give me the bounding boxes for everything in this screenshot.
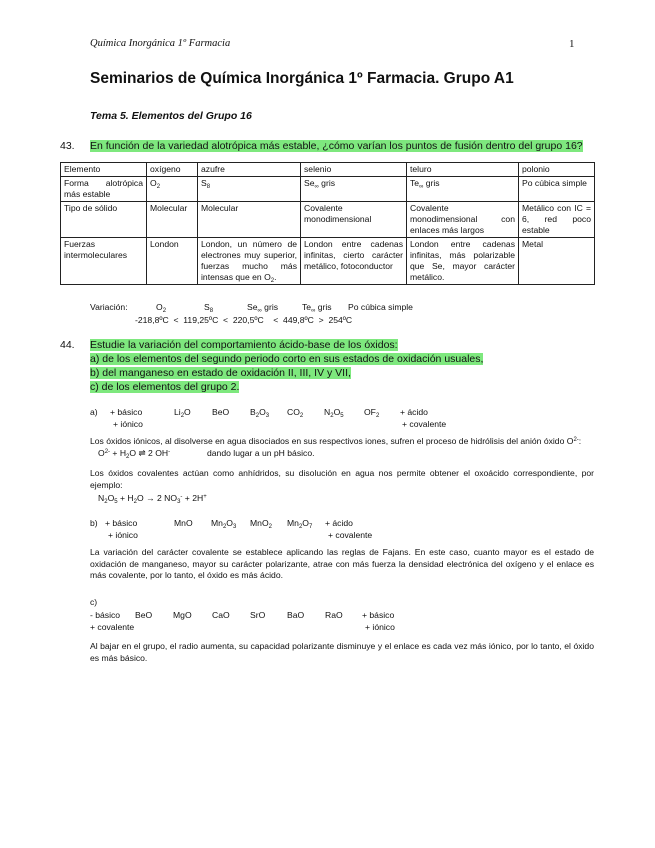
table-cell: $O_2$ [147,177,198,202]
oxide-rao: RaO [325,610,343,620]
oxide-sro: SrO [250,610,266,620]
oxide-li2o: $Li_2O$ [174,407,191,419]
table-header-row [61,163,595,177]
section-title: Tema 5. Elementos del Grupo 16 [90,110,252,122]
oxide-co2: $CO_2$ [287,407,304,419]
part-a-basic: + básico [110,407,143,417]
variation-o2: $O_2$ [156,302,167,314]
question-number: 43. [60,140,75,152]
question-text: En función de la variedad alotrópica más estable, ¿cómo varían los puntos de fusión dentro del grupo 16? [90,140,583,152]
oxide-mn2o7: $Mn_2O_7$ [287,518,313,530]
page-number: 1 [569,38,575,50]
table-row [61,202,595,238]
table-cell: Covalente monodimensional con enlaces más largos [407,202,519,238]
part-a-ionic: + iónico [113,419,143,429]
variation-se: $Se_\infty$ gris [247,302,279,314]
table-header-cell: polonio [519,163,595,177]
oxide-mno2: MnO$_2$ [250,518,272,530]
oxide-beo: BeO [212,407,230,417]
table-cell: London [147,238,198,285]
variation-s8: $S_8$ [204,302,214,314]
table-cell: Metal [519,238,595,285]
part-b-covalent: + covalente [328,530,373,540]
running-header: Química Inorgánica 1º Farmacia [90,38,231,49]
paragraph: Los óxidos covalentes actúan como anhídridos, su disolución en agua nos permite obtener el oxoácido correspondiente, por ejemplo: [90,468,594,490]
table-header-cell: oxígeno [147,163,198,177]
part-c-basic-left: - básico [90,610,121,620]
part-c-covalent: + covalente [90,622,135,632]
part-c-label: c) [90,597,98,607]
oxide-of2: $OF_2$ [364,407,380,419]
table-cell: Po cúbica simple [519,177,595,202]
table-cell: Molecular [198,202,301,238]
question-line: Estudie la variación del comportamiento ácido-base de los óxidos: [90,339,398,351]
table-cell: $S_8$ [198,177,301,202]
table-header-cell: Elemento [61,163,147,177]
table-header-cell: teluro [407,163,519,177]
paragraph: Al bajar en el grupo, el radio aumenta, su capacidad polarizante disminuye y el enlace es cada vez más iónico, por lo tanto, el óxido es más básico. [90,641,594,663]
oxide-bao: BaO [287,610,305,620]
part-a-acid: + ácido [400,407,428,417]
table-cell: Forma alotrópica más estable [61,177,147,202]
table-cell: Metálico con IC = 6, red poco estable [519,202,595,238]
oxide-cao: CaO [212,610,230,620]
oxide-n2o5: $N_2O_5$ [324,407,344,419]
part-b-label: b) [90,518,98,528]
oxide-mno: MnO [174,518,193,528]
equation-anhydride: $N_2O_5 + H_2O \to 2$ $NO_3^- + 2H^+$ [98,493,207,505]
part-a-covalent: + covalente [402,419,447,429]
question-line: b) del manganeso en estado de oxidación II, III, IV y VII, [90,367,351,379]
variation-label: Variación: [90,302,128,312]
table-cell: Covalente monodimensional [301,202,407,238]
question-line: c) de los elementos del grupo 2. [90,381,240,393]
part-a-label: a) [90,407,98,417]
table-cell: Tipo de sólido [61,202,147,238]
equation-note: dando lugar a un pH básico. [207,448,315,458]
table-header-cell: selenio [301,163,407,177]
oxide-b2o3: $B_2O_3$ [250,407,270,419]
table-cell: London entre cadenas infinitas, más polarizable que Se, mayor carácter metálico. [407,238,519,285]
oxide-beo: BeO [135,610,153,620]
table-row [61,177,595,202]
oxide-mn2o3: $Mn_2O_3$ [211,518,237,530]
table-cell: Fuerzas intermoleculares [61,238,147,285]
part-b-ionic: + iónico [108,530,138,540]
part-c-basic-right: + básico [362,610,395,620]
allotrope-table [60,162,595,285]
table-row [61,238,595,285]
paragraph: La variación del carácter covalente se establece aplicando las reglas de Fajans. En este caso, cuanto mayor es el estado de oxidación de manganeso, mayor su carácter polarizante, atrae con más fuerza la densidad electrónica del oxígeno y el enlace es más covalente, por lo tanto, el óxido es más ácido. [90,547,594,580]
table-cell: $Te_\infty$ gris [407,177,519,202]
table-cell: London, un número de electrones muy superior, fuerzas mucho más intensas que en $O_2$. [198,238,301,285]
variation-po: Po cúbica simple [348,302,413,312]
question-number: 44. [60,339,75,351]
paragraph: Los óxidos iónicos, al disolverse en agua disociados en sus respectivos iones, sufren el proceso de hidrólisis del anión óxido $O^{2-}$: [90,436,582,446]
table-cell: London entre cadenas infinitas, cierto carácter metálico, fotoconductor [301,238,407,285]
table-header-cell: azufre [198,163,301,177]
table-cell: Molecular [147,202,198,238]
part-b-basic: + básico [105,518,138,528]
part-c-ionic: + iónico [365,622,395,632]
variation-values: -218,8ºC < 119,25ºC < 220,5ºC < 449,8ºC > 254ºC [135,315,353,325]
oxide-mgo: MgO [173,610,192,620]
equation-hydrolysis: $O^{2-} + H_2O$ ⇌ 2 OH- [98,448,171,460]
part-b-acid: + ácido [325,518,353,528]
page-title: Seminarios de Química Inorgánica 1º Farmacia. Grupo A1 [90,70,514,87]
question-line: a) de los elementos del segundo periodo corto en sus estados de oxidación usuales, [90,353,484,365]
table-cell: $Se_\infty$ gris [301,177,407,202]
variation-te: $Te_\infty$ gris [302,302,332,314]
